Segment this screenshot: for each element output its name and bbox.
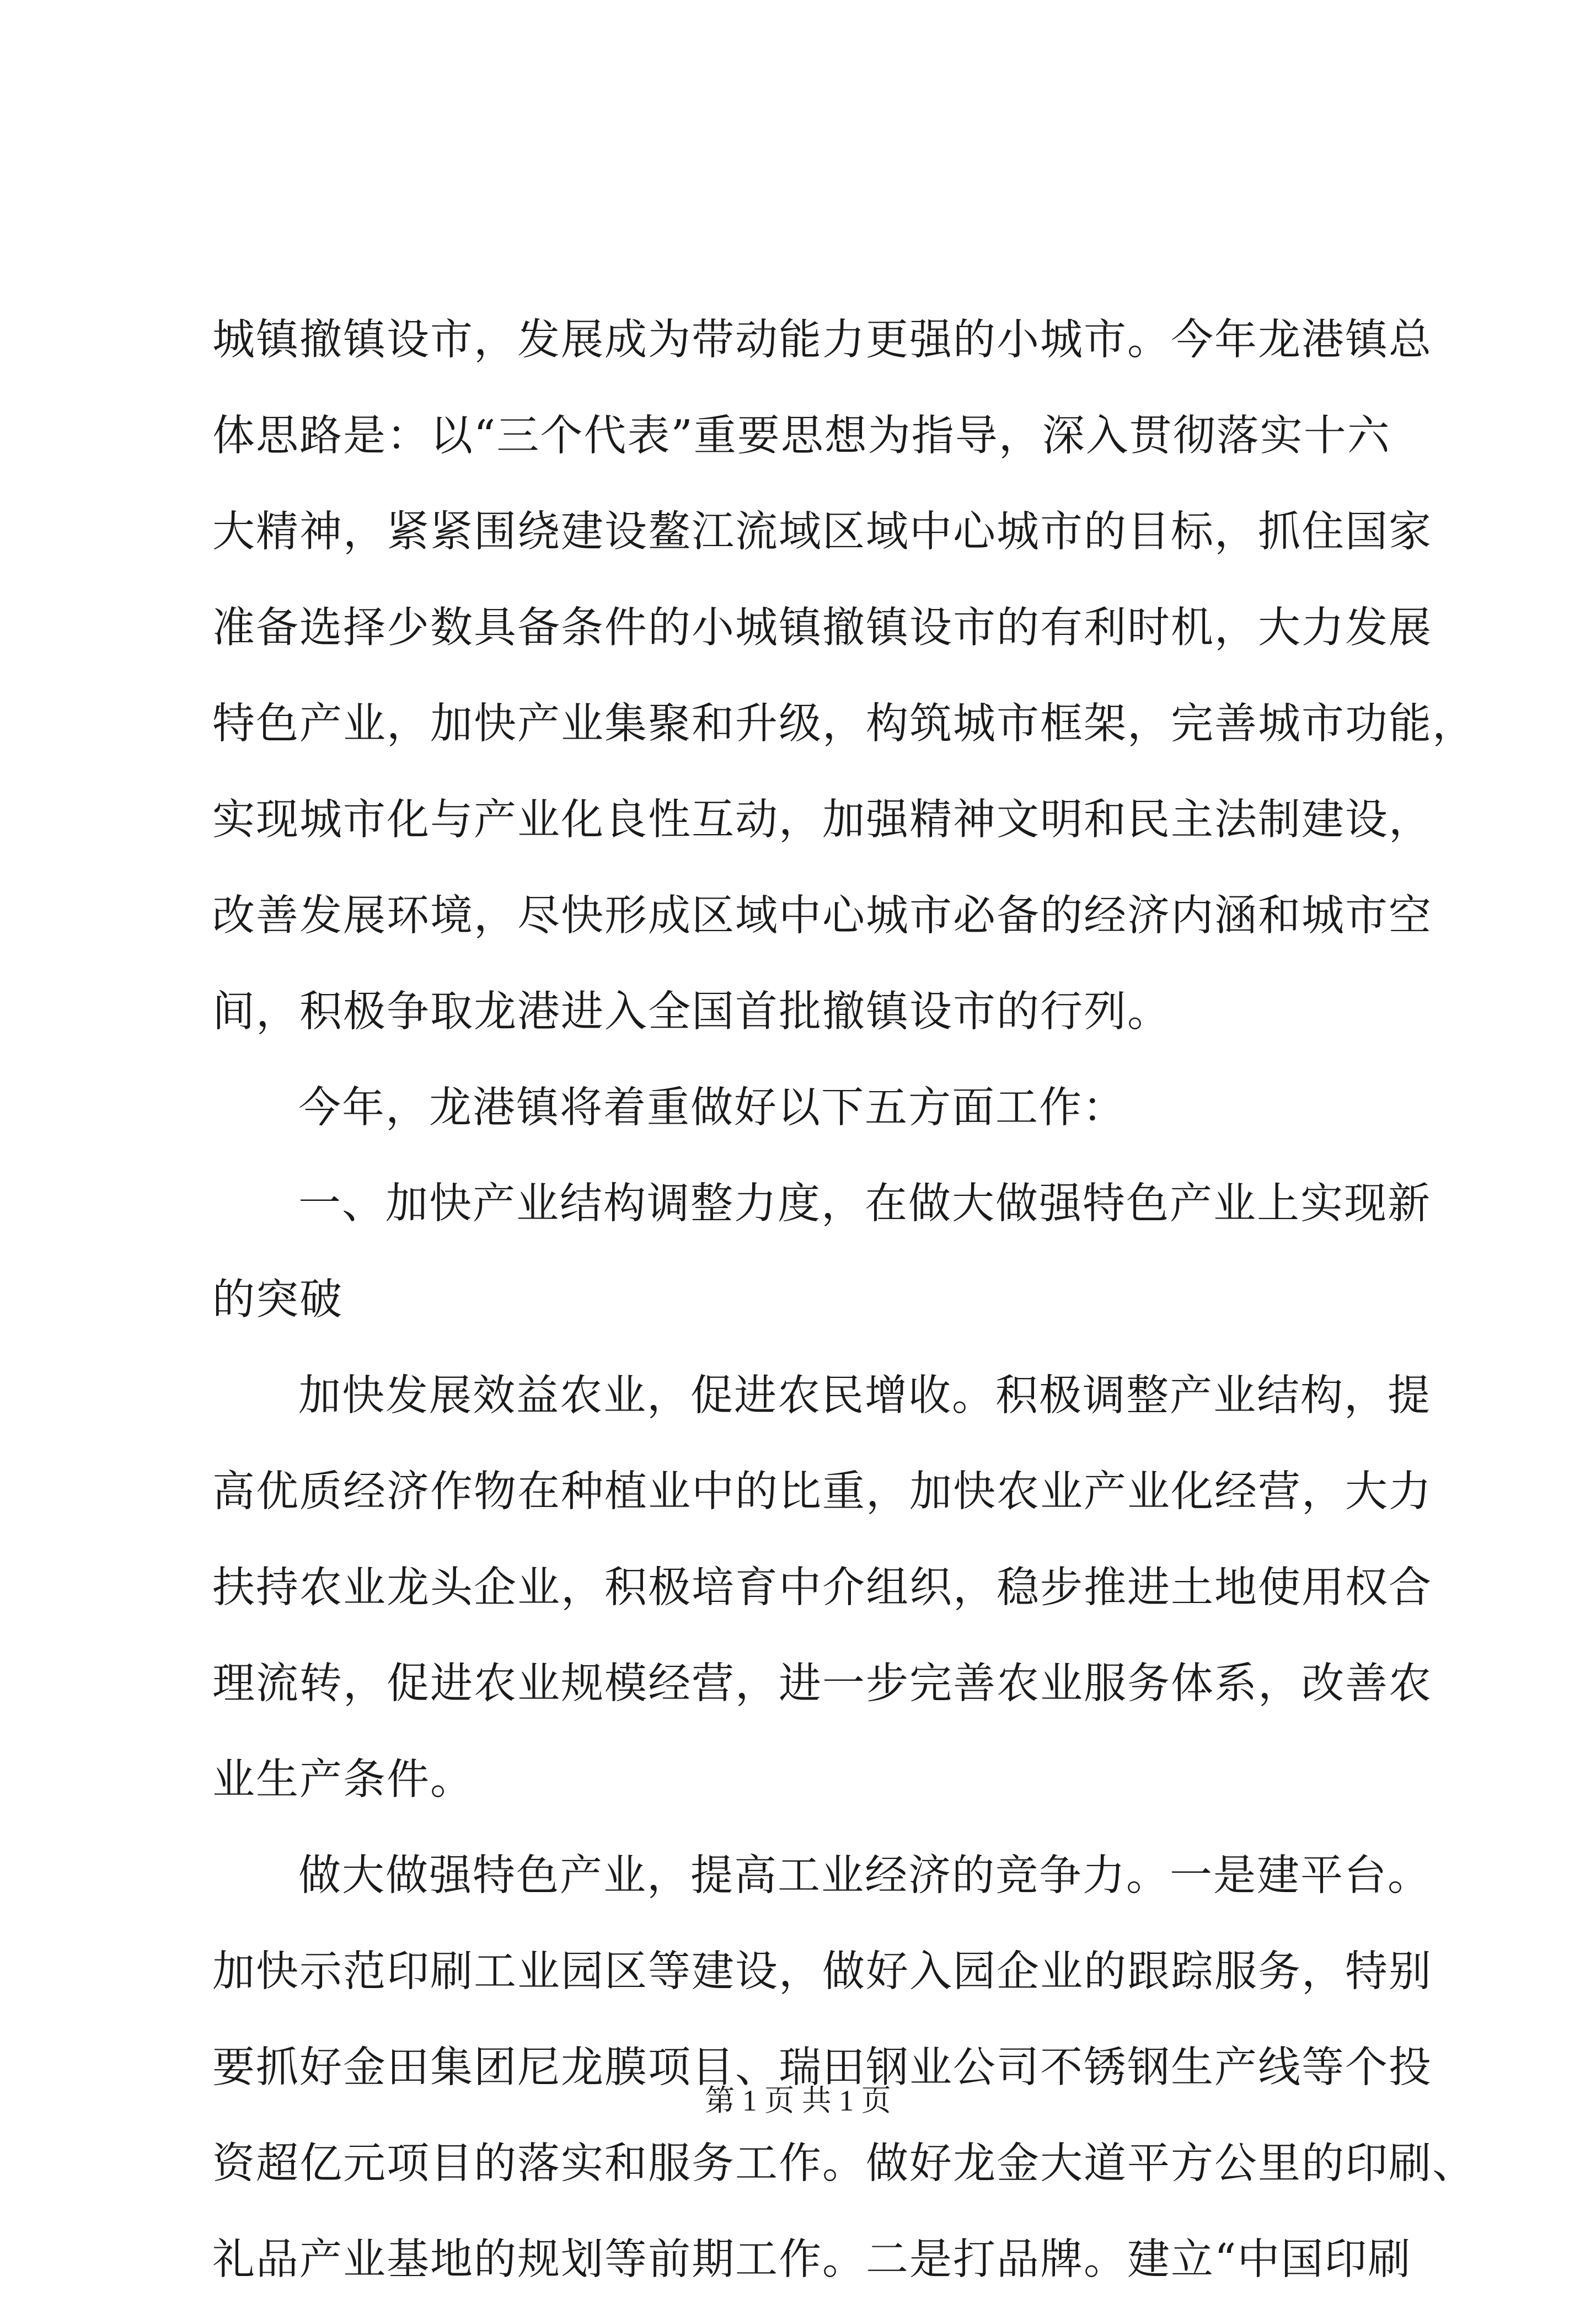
text-line: 实现城市化与产业化良性互动，加强精神文明和民主法制建设， xyxy=(212,795,1432,845)
text-line: 大精神，紧紧围绕建设鳌江流域区域中心城市的目标，抓住国家 xyxy=(212,507,1432,557)
text-line: 改善发展环境，尽快形成区域中心城市必备的经济内涵和城市空 xyxy=(212,891,1432,941)
text-line: 加快示范印刷工业园区等建设，做好入园企业的跟踪服务，特别 xyxy=(212,1947,1432,1996)
text-line: 礼品产业基地的规划等前期工作。二是打品牌。建立“中国印刷 xyxy=(212,2235,1412,2284)
text-line: 体思路是：以“三个代表”重要思想为指导，深入贯彻落实十六 xyxy=(212,412,1391,461)
paragraph-first-line: 今年，龙港镇将着重做好以下五方面工作： xyxy=(298,1083,1126,1132)
section-heading: 一、加快产业结构调整力度，在做大做强特色产业上实现新 xyxy=(298,1179,1431,1228)
text-line: 准备选择少数具备条件的小城镇撤镇设市的有利时机，大力发展 xyxy=(212,603,1432,653)
text-line: 间，积极争取龙港进入全国首批撤镇设市的行列。 xyxy=(212,987,1171,1037)
text-line: 要抓好金田集团尼龙膜项目、瑞田钢业公司不锈钢生产线等个投 xyxy=(212,2043,1432,2092)
section-heading-continuation: 的突破 xyxy=(212,1275,343,1324)
text-line: 业生产条件。 xyxy=(212,1755,474,1804)
text-line: 扶持农业龙头企业，积极培育中介组织，稳步推进土地使用权合 xyxy=(212,1563,1432,1612)
text-line: 城镇撤镇设市，发展成为带动能力更强的小城市。今年龙港镇总 xyxy=(212,316,1432,365)
document-body xyxy=(212,292,1476,2308)
paragraph-first-line: 加快发展效益农业，促进农民增收。积极调整产业结构，提 xyxy=(298,1371,1431,1420)
page-number-footer: 第 1 页 共 1 页 xyxy=(705,2084,891,2117)
text-line: 理流转，促进农业规模经营，进一步完善农业服务体系，改善农 xyxy=(212,1659,1432,1708)
text-line: 资超亿元项目的落实和服务工作。做好龙金大道平方公里的印刷、 xyxy=(212,2139,1476,2188)
text-line: 高优质经济作物在种植业中的比重，加快农业产业化经营，大力 xyxy=(212,1467,1432,1516)
paragraph-first-line: 做大做强特色产业，提高工业经济的竞争力。一是建平台。 xyxy=(298,1851,1431,1900)
text-line: 特色产业，加快产业集聚和升级，构筑城市框架，完善城市功能， xyxy=(212,699,1476,749)
